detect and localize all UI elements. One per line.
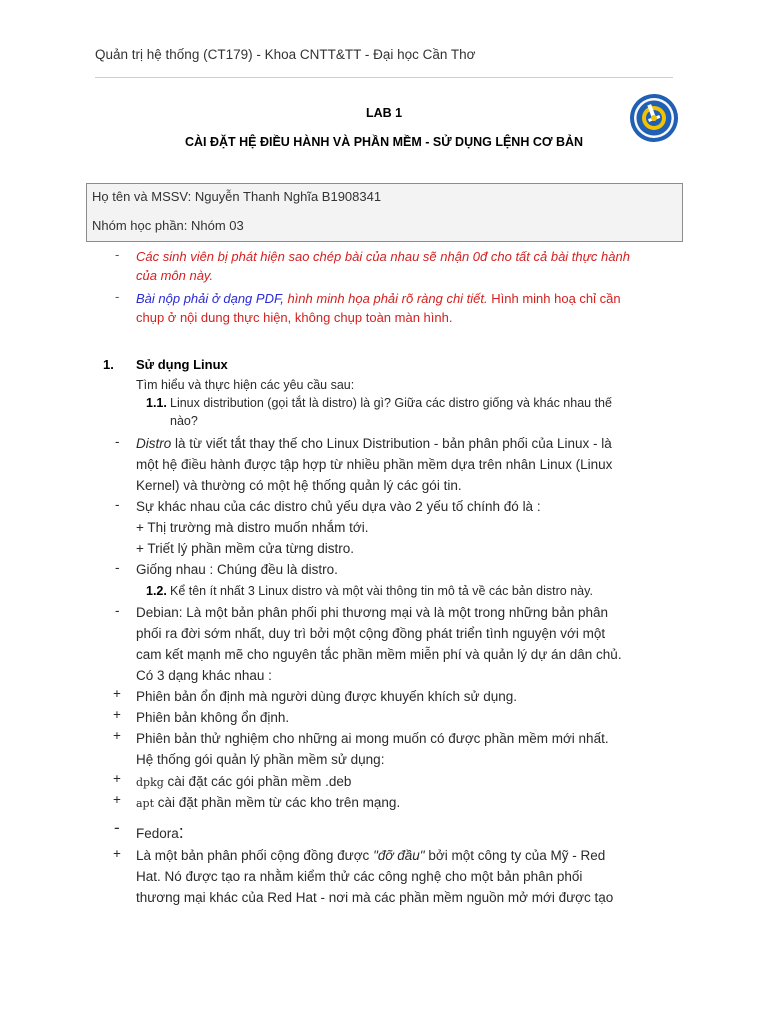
debian-line4: Có 3 dạng khác nhau : <box>136 668 272 683</box>
question-1-2: Kể tên ít nhất 3 Linux distro và một vài thông tin mô tả về các bản distro này. <box>170 584 593 598</box>
note-plagiarism <box>136 247 630 285</box>
section-intro: Tìm hiểu và thực hiện các yêu cầu sau: <box>136 378 355 392</box>
apt-item <box>136 792 400 814</box>
bullet-plus: + <box>113 771 121 786</box>
answer-differences-line2: + Thị trường mà distro muốn nhắm tới. <box>136 520 369 535</box>
bullet-dash: - <box>114 818 120 837</box>
section-number: 1. <box>103 357 114 372</box>
note-dash: - <box>115 247 120 262</box>
debian-line2: phối ra đời sớm nhất, duy trì bởi một cộng đồng phát triển tình nguyện với một <box>136 626 606 641</box>
answer-differences <box>136 496 541 559</box>
fedora-label: Fedora <box>136 826 179 841</box>
distro-term: Distro <box>136 436 172 451</box>
note-submission <box>136 289 621 327</box>
debian-testing-line1: Phiên bản thử nghiệm cho những ai mong muốn có được phần mềm mới nhất. <box>136 731 609 746</box>
fedora-line1 <box>136 845 613 866</box>
apt-command: apt <box>136 797 155 810</box>
question-number: 1.1. <box>146 396 167 410</box>
debian-unstable: Phiên bản không ổn định. <box>136 710 290 725</box>
debian-package-system: Hệ thống gói quản lý phần mềm sử dụng: <box>136 752 385 767</box>
debian-description <box>136 602 622 686</box>
note-submission-line1 <box>136 289 621 308</box>
dpkg-command: dpkg <box>136 776 164 789</box>
apt-description: cài đặt phần mềm từ các kho trên mạng. <box>154 795 401 810</box>
debian-testing <box>136 728 609 770</box>
fedora-line2: Hat. Nó được tạo ra nhằm kiểm thử các công nghệ cho một bản phân phối <box>136 869 583 884</box>
bullet-plus: + <box>113 707 121 722</box>
answer-differences-line1: Sự khác nhau của các distro chủ yếu dựa vào 2 yếu tố chính đó là : <box>136 499 541 514</box>
bullet-dash: - <box>115 560 120 575</box>
answer-distro-line2: một hệ điều hành được tập hợp từ nhiều phần mềm dựa trên nhân Linux (Linux <box>136 457 613 472</box>
answer-similarities: Giống nhau : Chúng đều là distro. <box>136 562 338 577</box>
note-plagiarism-line2: của môn này. <box>136 268 214 283</box>
fedora-line1-start: Là một bản phân phối cộng đồng được <box>136 848 374 863</box>
section-title: Sử dụng Linux <box>136 357 228 372</box>
answer-distro-line1 <box>136 433 612 454</box>
distro-definition-text: là từ viết tắt thay thế cho Linux Distribution - bản phân phối của Linux - là <box>171 436 612 451</box>
question-1-1-line2: nào? <box>170 414 198 428</box>
bullet-dash: - <box>115 434 120 449</box>
question-1-1-line1: Linux distribution (gọi tắt là distro) là gì? Giữa các distro giống và khác nhau thế <box>170 396 612 410</box>
lab-subtitle: CÀI ĐẶT HỆ ĐIỀU HÀNH VÀ PHẦN MỀM - SỬ DỤNG LỆNH CƠ BẢN <box>184 135 584 149</box>
fedora-line3: thương mại khác của Red Hat - nơi mà các phần mềm nguồn mở mới được tạo <box>136 890 614 905</box>
debian-stable: Phiên bản ổn định mà người dùng được khuyến khích sử dụng. <box>136 689 518 704</box>
lab-title: LAB 1 <box>365 106 403 120</box>
student-info-box <box>86 183 683 242</box>
bullet-plus: + <box>113 846 121 861</box>
dpkg-item <box>136 771 351 793</box>
note-illustration-clarity: hình minh họa phải rõ ràng chi tiết. <box>283 291 488 306</box>
student-group-line: Nhóm học phần: Nhóm 03 <box>92 218 244 233</box>
header-divider <box>95 77 673 78</box>
fedora-sponsored-term: "đỡ đầu" <box>373 848 425 863</box>
bullet-plus: + <box>113 728 121 743</box>
bullet-dash: - <box>115 603 120 618</box>
question-1-1 <box>170 394 690 430</box>
fedora-colon: : <box>178 822 184 842</box>
note-pdf-requirement: Bài nộp phải ở dạng PDF, <box>136 291 284 306</box>
note-screenshot-scope: Hình minh hoạ chỉ cần <box>487 291 621 306</box>
debian-line3: cam kết mạnh mẽ cho nguyên tắc phần mềm miễn phí và quản lý dự án dân chủ. <box>136 647 622 662</box>
note-plagiarism-line1: Các sinh viên bị phát hiện sao chép bài của nhau sẽ nhận 0đ cho tất cả bài thực hành <box>136 249 630 264</box>
bullet-dash: - <box>115 497 120 512</box>
fedora-description <box>136 845 613 908</box>
debian-line1: Debian: Là một bản phân phối phi thương mại và là một trong những bản phân <box>136 605 608 620</box>
bullet-plus: + <box>113 792 121 807</box>
answer-differences-line3: + Triết lý phần mềm cửa từng distro. <box>136 541 355 556</box>
fedora-heading <box>136 822 184 844</box>
student-name-line: Họ tên và MSSV: Nguyễn Thanh Nghĩa B1908341 <box>92 189 382 204</box>
bullet-plus: + <box>113 686 121 701</box>
note-submission-line2: chụp ở nội dung thực hiện, không chụp toàn màn hình. <box>136 310 453 325</box>
fedora-line1-end: bởi một công ty của Mỹ - Red <box>424 848 606 863</box>
question-number: 1.2. <box>146 584 167 598</box>
note-dash: - <box>115 289 120 304</box>
dpkg-description: cài đặt các gói phần mềm .deb <box>163 774 352 789</box>
page-header: Quản trị hệ thống (CT179) - Khoa CNTT&TT - Đại học Cần Thơ <box>95 47 476 62</box>
answer-distro-definition <box>136 433 612 496</box>
answer-distro-line3: Kernel) và thường có một hệ thống quản lý các gói tin. <box>136 478 462 493</box>
